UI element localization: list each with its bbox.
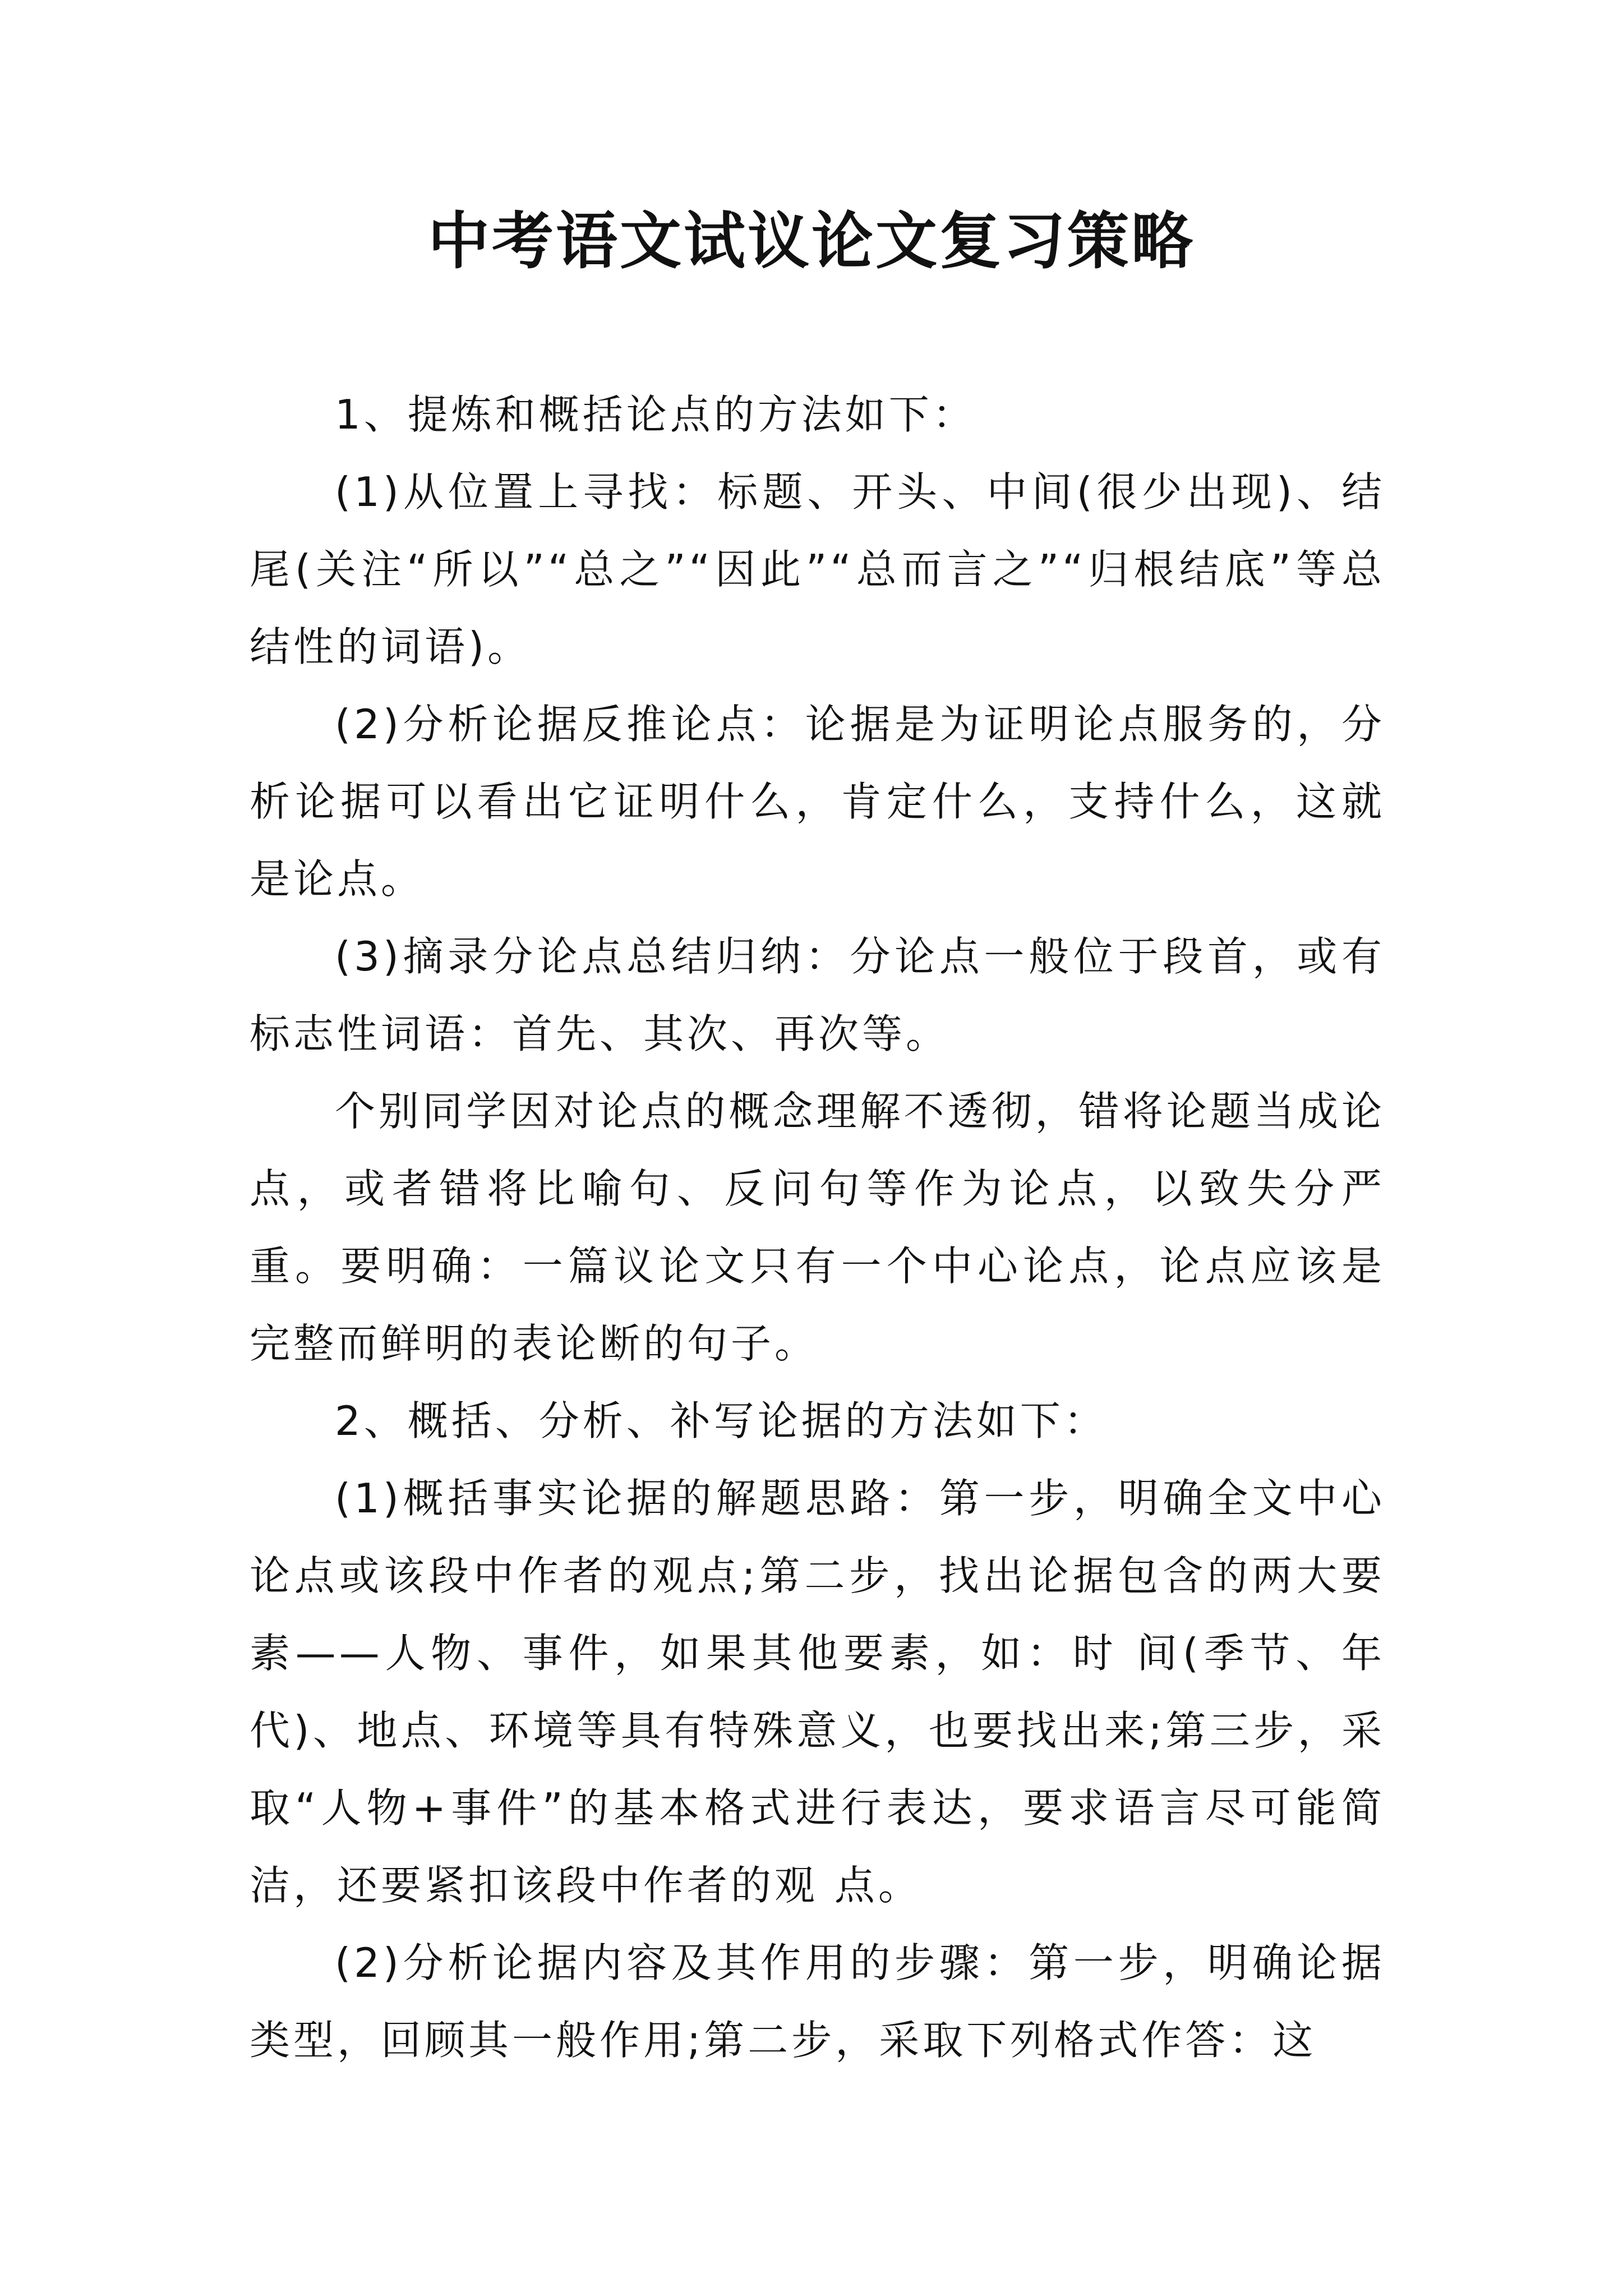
paragraph: (3)摘录分论点总结归纳：分论点一般位于段首，或有标志性词语：首先、其次、再次等。	[250, 933, 1385, 1057]
paragraph: 2、概括、分析、补写论据的方法如下：	[335, 1397, 1108, 1444]
paragraph: (2)分析论据反推论点：论据是为证明论点服务的，分析论据可以看出它证明什么，肯定什么，支持什么，这就是论点。	[250, 701, 1385, 903]
paragraph: 个别同学因对论点的概念理解不透彻，错将论题当成论点，或者错将比喻句、反问句等作为论点，以致失分严重。要明确：一篇议论文只有一个中心论点，论点应该是完整而鲜明的表论断的句子。	[250, 1088, 1385, 1367]
page-title: 中考语文试议论文复习策略	[428, 205, 1195, 277]
paragraph: (1)从位置上寻找：标题、开头、中间(很少出现)、结尾(关注“所以”“总之”“因此”“总而言之”“归根结底”等总结性的词语)。	[250, 468, 1385, 670]
paragraph: 1、提炼和概括论点的方法如下：	[335, 391, 976, 438]
document-body	[250, 376, 1385, 2079]
paragraph: (2)分析论据内容及其作用的步骤：第一步，明确论据类型，回顾其一般作用;第二步，采取下列格式作答：这	[250, 1939, 1385, 2064]
paragraph: (1)概括事实论据的解题思路：第一步，明确全文中心论点或该段中作者的观点;第二步，找出论据包含的两大要素——人物、事件，如果其他要素，如：时 间(季节、年代)、地点、环境等具有特殊意义，也要找出来;第三步，采取“人物+事件”的基本格式进行表达，要求语言尽可能简洁，还要紧扣该段中作者的观 点。	[250, 1475, 1385, 1909]
